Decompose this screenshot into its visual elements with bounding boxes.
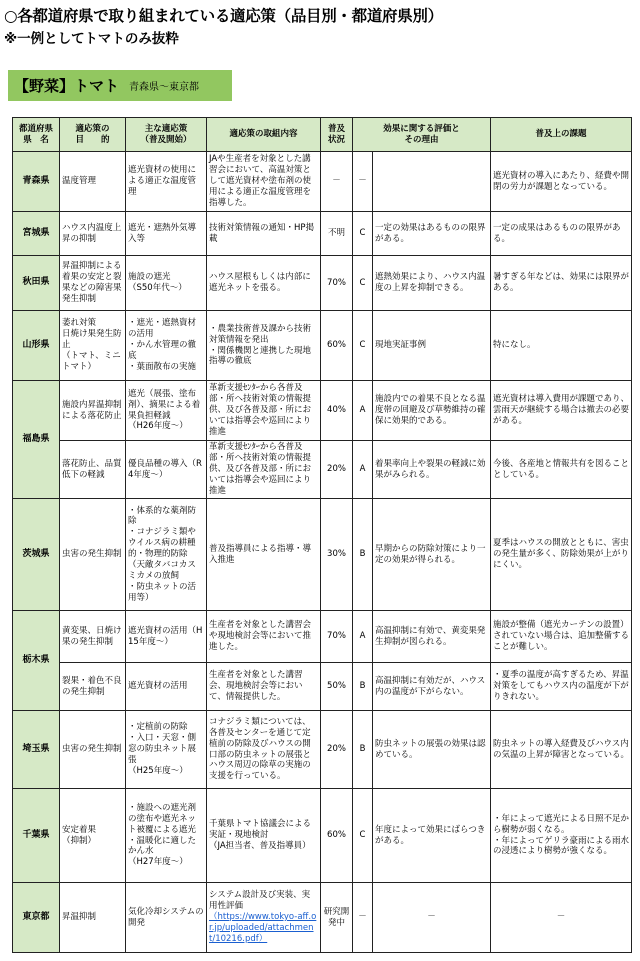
issue-cell: 暑すぎる年などは、効果には限界がある。 xyxy=(491,256,632,311)
grade-cell: C xyxy=(353,789,373,883)
purpose-cell: 黄変果、日焼け果の発生抑制 xyxy=(60,611,126,663)
purpose-cell: 裂果・着色不良の発生抑制 xyxy=(60,663,126,711)
table-row xyxy=(13,441,632,499)
grade-cell: － xyxy=(353,883,373,953)
measure-cell: ・遮光・遮熱資材の活用 ・かん水管理の徹底 ・葉面散布の実施 xyxy=(126,311,207,381)
prefecture-cell: 秋田県 xyxy=(13,256,60,311)
issue-cell: 一定の成果はあるものの限界がある。 xyxy=(491,212,632,256)
table-row xyxy=(13,611,632,663)
purpose-cell: ハウス内温度上昇の抑制 xyxy=(60,212,126,256)
table-header-row xyxy=(13,118,632,152)
banner-category: 【野菜】トマト xyxy=(14,77,120,95)
table-row xyxy=(13,311,632,381)
table-row xyxy=(13,883,632,953)
status-cell: － xyxy=(321,152,353,212)
issue-cell: ・年によって遮光による日照不足から樹勢が弱くなる。 ・年によってゲリラ豪雨による雨水の浸透により樹勢が強くなる。 xyxy=(491,789,632,883)
content-cell: 革新支援ｾﾝﾀｰから各普及部・所へ技術対策の情報提供、及び各普及部・所においては指導会や巡回により推進 xyxy=(207,381,321,441)
issue-cell: 特になし。 xyxy=(491,311,632,381)
issue-cell: 夏季はハウスの開放とともに、害虫の発生量が多く、防除効果が上がりにくい。 xyxy=(491,499,632,611)
purpose-cell: 落花防止、品質低下の軽減 xyxy=(60,441,126,499)
table-row xyxy=(13,711,632,789)
table-row xyxy=(13,212,632,256)
measure-cell: ・体系的な薬剤防除 ・コナジラミ類やウイルス病の耕種的・物理的防除（天敵タバコカスミカメの放飼 ・防虫ネットの活用等） xyxy=(126,499,207,611)
content-cell: 革新支援ｾﾝﾀｰから各普及部・所へ技術対策の情報提供、及び各普及部・所においては指導会や巡回により推進 xyxy=(207,441,321,499)
reason-cell: 遮熱効果により、ハウス内温度の上昇を抑制できる。 xyxy=(373,256,491,311)
measure-cell: 遮光・遮熱外気導入等 xyxy=(126,212,207,256)
status-cell: 研究開発中 xyxy=(321,883,353,953)
issue-cell: 今後、各産地と情報共有を図ることとしている。 xyxy=(491,441,632,499)
reason-cell: 現地実証事例 xyxy=(373,311,491,381)
issue-cell: ・夏季の温度が高すぎるため、昇温対策をしてもハウス内の温度が下がりきれない。 xyxy=(491,663,632,711)
status-cell: 30% xyxy=(321,499,353,611)
reason-cell: 施設内での着果不良となる温度帯の回避及び草勢維持の確保に効果的である。 xyxy=(373,381,491,441)
measure-cell: 気化冷却システムの開発 xyxy=(126,883,207,953)
measure-cell: 遮光資材の活用 xyxy=(126,663,207,711)
reason-cell: 一定の効果はあるものの限界がある。 xyxy=(373,212,491,256)
measure-cell: 遮光資材の活用（H15年度～） xyxy=(126,611,207,663)
header-measure: 主な適応策 （普及開始） xyxy=(126,118,207,152)
issue-cell: 防虫ネットの導入経費及びハウス内の気温の上昇が障害となっている。 xyxy=(491,711,632,789)
header-prefecture: 都道府県 県 名 xyxy=(13,118,60,152)
measure-cell: ・施設への遮光剤の塗布や遮光ネット被覆による遮光 ・温暖化に適したかん水 （H27年度～） xyxy=(126,789,207,883)
purpose-cell: 萎れ対策 日焼け果発生防止 （トマト、ミニトマト） xyxy=(60,311,126,381)
prefecture-cell: 宮城県 xyxy=(13,212,60,256)
measure-cell: 優良品種の導入（R4年度～） xyxy=(126,441,207,499)
table-row xyxy=(13,789,632,883)
prefecture-cell: 埼玉県 xyxy=(13,711,60,789)
content-cell: 技術対策情報の通知・HP掲載 xyxy=(207,212,321,256)
purpose-cell: 温度管理 xyxy=(60,152,126,212)
purpose-cell: 昇温抑制による着果の安定と裂果などの障害果発生抑制 xyxy=(60,256,126,311)
prefecture-cell: 栃木県 xyxy=(13,611,60,711)
status-cell: 60% xyxy=(321,311,353,381)
content-cell: コナジラミ類については、各普及センターを通じて定植前の防除及びハウスの開口部の防虫ネットの展張とハウス周辺の除草の実施の支援を行っている。 xyxy=(207,711,321,789)
table-row xyxy=(13,256,632,311)
table-row xyxy=(13,663,632,711)
grade-cell: B xyxy=(353,663,373,711)
grade-cell: C xyxy=(353,256,373,311)
header-issue: 普及上の課題 xyxy=(491,118,632,152)
prefecture-cell: 山形県 xyxy=(13,311,60,381)
reference-link[interactable]: （https://www.tokyo-aff.or.jp/uploaded/attachment/10216.pdf） xyxy=(209,912,317,944)
grade-cell: C xyxy=(353,311,373,381)
content-cell: 生産者を対象とした講習会や現地検討会等において推進した。 xyxy=(207,611,321,663)
grade-cell: C xyxy=(353,212,373,256)
category-banner xyxy=(8,70,232,101)
content-text: システム設計及び実装、実用性評価 xyxy=(209,890,311,912)
status-cell: 40% xyxy=(321,381,353,441)
content-cell: ハウス屋根もしくは内部に遮光ネットを張る。 xyxy=(207,256,321,311)
grade-cell: A xyxy=(353,381,373,441)
page-subtitle: ※一例としてトマトのみ抜粋 xyxy=(4,31,179,47)
header-status: 普及 状況 xyxy=(321,118,353,152)
issue-cell: 遮光資材は導入費用が課題であり、雲雨天が継続する場合は撤去の必要がある。 xyxy=(491,381,632,441)
status-cell: 50% xyxy=(321,663,353,711)
content-cell: JAや生産者を対象とした講習会において、高温対策として遮光資材や塗布剤の使用による適正な温度管理を指導した。 xyxy=(207,152,321,212)
content-cell: ・農業技術普及課から技術対策情報を発出 ・関係機関と連携した現地指導の徹底 xyxy=(207,311,321,381)
prefecture-cell: 東京都 xyxy=(13,883,60,953)
header-evaluation: 効果に関する評価と その理由 xyxy=(353,118,491,152)
issue-cell: 施設が整備（遮光カーテンの設置）されていない場合は、追加整備することが難しい。 xyxy=(491,611,632,663)
prefecture-cell: 青森県 xyxy=(13,152,60,212)
measure-cell: ・定植前の防除 ・入口・天窓・側窓の防虫ネット展張 （H25年度～） xyxy=(126,711,207,789)
page-title: ○各都道府県で取り組まれている適応策（品目別・都道府県別） xyxy=(4,7,443,25)
measure-cell: 施設の遮光 （S50年代～） xyxy=(126,256,207,311)
status-cell: 70% xyxy=(321,611,353,663)
grade-cell: B xyxy=(353,499,373,611)
grade-cell: B xyxy=(353,711,373,789)
reason-cell: － xyxy=(373,883,491,953)
content-cell: 千葉県トマト協議会による実証・現地検討 （JA担当者、普及指導員） xyxy=(207,789,321,883)
reason-cell: 着果率向上や裂果の軽減に効果がみられる。 xyxy=(373,441,491,499)
grade-cell: A xyxy=(353,441,373,499)
prefecture-cell: 福島県 xyxy=(13,381,60,499)
measure-cell: 遮光資材の使用による適正な温度管理 xyxy=(126,152,207,212)
table-row xyxy=(13,499,632,611)
table-row xyxy=(13,152,632,212)
reason-cell: 高温抑制に有効だが、ハウス内の温度が下がらない。 xyxy=(373,663,491,711)
content-cell: 普及指導員による指導・導入推進 xyxy=(207,499,321,611)
issue-cell: 遮光資材の導入にあたり、経費や開閉の労力が課題となっている。 xyxy=(491,152,632,212)
prefecture-cell: 千葉県 xyxy=(13,789,60,883)
reason-cell: 早期からの防除対策により一定の効果が得られる。 xyxy=(373,499,491,611)
status-cell: 60% xyxy=(321,789,353,883)
reason-cell xyxy=(373,152,491,212)
measure-cell: 遮光（展張、塗布剤）、摘果による着果負担軽減 （H26年度～） xyxy=(126,381,207,441)
prefecture-cell: 茨城県 xyxy=(13,499,60,611)
purpose-cell: 安定着果 （抑制） xyxy=(60,789,126,883)
content-cell xyxy=(207,883,321,953)
purpose-cell: 施設内昇温抑制による落花防止 xyxy=(60,381,126,441)
table-row xyxy=(13,381,632,441)
adaptation-table xyxy=(12,117,632,953)
reason-cell: 防虫ネットの展張の効果は認めている。 xyxy=(373,711,491,789)
banner-region: 青森県～東京都 xyxy=(129,82,200,93)
purpose-cell: 昇温抑制 xyxy=(60,883,126,953)
status-cell: 20% xyxy=(321,441,353,499)
grade-cell: A xyxy=(353,611,373,663)
purpose-cell: 虫害の発生抑制 xyxy=(60,499,126,611)
reason-cell: 年度によって効果にばらつきがある。 xyxy=(373,789,491,883)
header-purpose: 適応策の 目 的 xyxy=(60,118,126,152)
header-content: 適応策の取組内容 xyxy=(207,118,321,152)
grade-cell: － xyxy=(353,152,373,212)
status-cell: 70% xyxy=(321,256,353,311)
content-cell: 生産者を対象とした講習会、現地検討会等において、情報提供した。 xyxy=(207,663,321,711)
status-cell: 20% xyxy=(321,711,353,789)
issue-cell: － xyxy=(491,883,632,953)
purpose-cell: 虫害の発生抑制 xyxy=(60,711,126,789)
status-cell: 不明 xyxy=(321,212,353,256)
reason-cell: 高温抑制に有効で、黄変果発生抑制が図られる。 xyxy=(373,611,491,663)
